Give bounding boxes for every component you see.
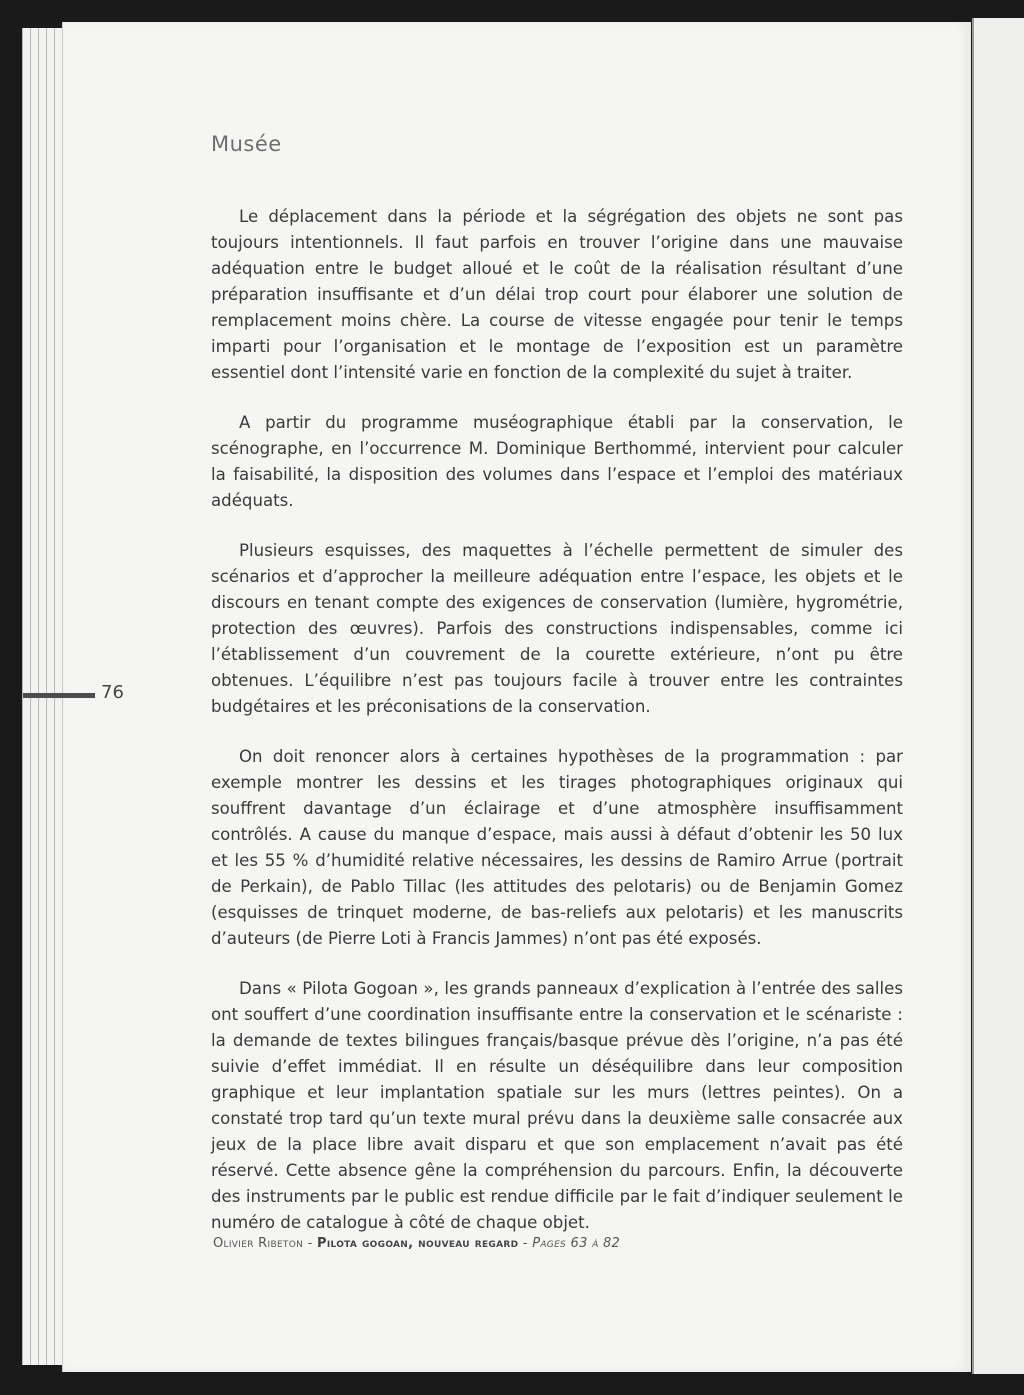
paragraph-2: A partir du programme muséographique établi par la conservation, le scénographe, en l’occurrence M. Dominique Berthommé, intervient pour calculer la faisabilité, la disposition des volumes dans l’espace et l’emploi des matériaux adéquats. xyxy=(211,413,903,510)
book-page xyxy=(62,22,971,1372)
section-title: Musée xyxy=(211,132,282,156)
running-footer xyxy=(213,1236,620,1251)
body-text xyxy=(211,204,903,1260)
paragraph-4: On doit renoncer alors à certaines hypothèses de la programmation : par exemple montrer les dessins et les tirages photographiques originaux qui souffrent davantage d’un éclairage et d’une atmosphère insuffisamment contrôlés. A cause du manque d’espace, mais aussi à défaut d’obtenir les 50 lux et les 55 % d’humidité relative nécessaires, les dessins de Ramiro Arrue (portrait de Perkain), de Pablo Tillac (les attitudes des pelotaris) ou de Benjamin Gomez (esquisses de trinquet moderne, de bas-reliefs aux pelotaris) et les manuscrits d’auteurs (de Pierre Loti à Francis Jammes) n’ont pas été exposés. xyxy=(211,747,903,948)
paragraph-3: Plusieurs esquisses, des maquettes à l’échelle permettent de simuler des scénarios et d’approcher la meilleure adéquation entre l’espace, les objets et le discours en tenant compte des exigences de conservation (lumière, hygrométrie, protection des œuvres). Parfois des constructions indispensables, comme ici l’établissement d’un couvrement de la courette extérieure, n’ont pu être obtenues. L’équilibre n’est pas toujours facile à trouver entre les contraintes budgétaires et les préconisations de la conservation. xyxy=(211,541,903,716)
footer-separator: - xyxy=(518,1236,533,1251)
footer-separator: - xyxy=(303,1236,318,1251)
page-number: 76 xyxy=(101,682,124,703)
paragraph-1: Le déplacement dans la période et la ségrégation des objets ne sont pas toujours intentionnels. Il faut parfois en trouver l’origine dans une mauvaise adéquation entre le budget alloué et le coût de la réalisation résultant d’une préparation insuffisante et d’un délai trop court pour élaborer une solution de remplacement moins chère. La course de vitesse engagée pour tenir le temps imparti pour l’organisation et le montage de l’exposition est un paramètre essentiel dont l’intensité varie en fonction de la complexité du sujet à traiter. xyxy=(211,207,903,382)
paragraph-5: Dans « Pilota Gogoan », les grands panneaux d’explication à l’entrée des salles ont souffert d’une coordination insuffisante entre la conservation et le scénariste : la demande de textes bilingues français/basque prévue dès l’origine, n’a pas été suivie d’effet immédiat. Il en résulte un déséquilibre dans leur composition graphique et leur implantation spatiale sur les murs (lettres peintes). On a constaté trop tard qu’un texte mural prévu dans la deuxième salle consacrée aux jeux de la place libre avait disparu et que son emplacement n’avait pas été réservé. Cette absence gêne la compréhension du parcours. Enfin, la découverte des instruments par le public est rendue difficile par le fait d’indiquer seulement le numéro de catalogue à côté de chaque objet. xyxy=(211,979,903,1232)
facing-page-edge xyxy=(972,18,1024,1374)
page-number-marker xyxy=(23,693,95,698)
footer-article-title: Pilota gogoan, nouveau regard xyxy=(317,1236,519,1251)
footer-pages: Pages 63 à 82 xyxy=(532,1236,621,1251)
footer-author: Olivier Ribeton xyxy=(213,1236,304,1251)
